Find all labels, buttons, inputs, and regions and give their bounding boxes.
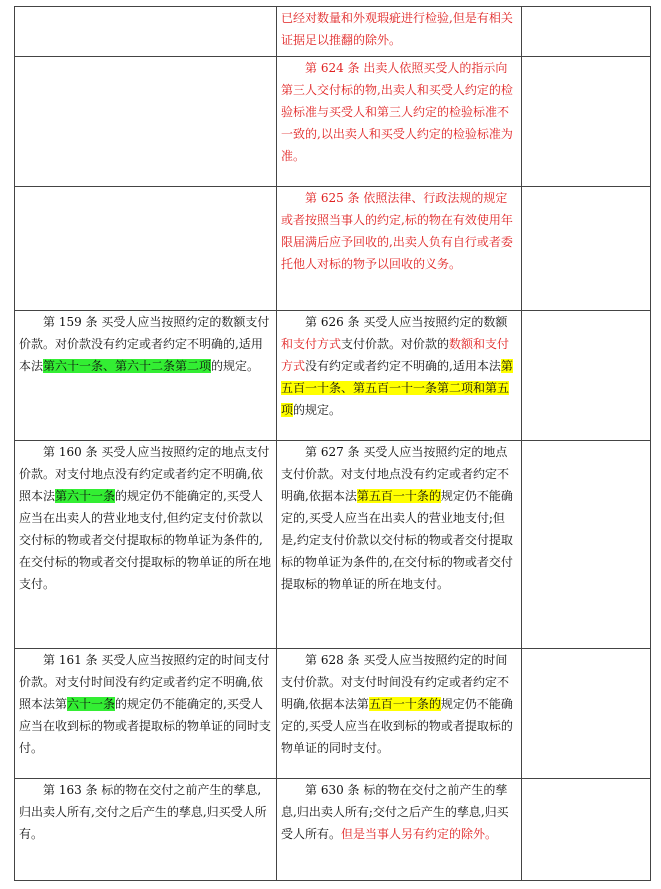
old-law-cell: [15, 57, 277, 187]
text-segment: 和支付方式: [281, 337, 342, 351]
text-segment: 第 627 条 买受人应当按照约定的地点支付价款。对支付地点没有约定或者约定不明确,依据本法: [281, 445, 510, 503]
old-law-cell: [15, 649, 277, 779]
text-segment: 第六十一条、第六十二条第二项: [43, 359, 212, 373]
text-segment: 第 624 条 出卖人依照买受人的指示向第三人交付标的物,出卖人和买受人约定的检验标准与买受人和第三人约定的检验标准不一致的,以出卖人和买受人约定的检验标准为准。: [281, 61, 513, 163]
new-law-cell: [277, 7, 522, 57]
old-law-cell: [15, 779, 277, 881]
text-segment: 但是当事人另有约定的除外。: [341, 827, 498, 841]
text-segment: 的规定仍不能确定的,买受人应当在出卖人的营业地支付,但约定支付价款以交付标的物或者交付提取标的物单证为条件的,在交付标的物或者交付提取标的物单证的所在地支付。: [19, 489, 272, 591]
article-paragraph: [19, 649, 272, 759]
old-law-cell: [15, 187, 277, 311]
text-segment: 支付价款。对价款的: [341, 337, 450, 351]
text-segment: 五百一十条的: [368, 697, 441, 711]
notes-cell: [522, 57, 651, 187]
text-segment: 第 159 条 买受人应当按照约定的数额支付价款。对价款没有约定或者约定不明确的,适用本法: [19, 315, 270, 373]
text-segment: 第 161 条 买受人应当按照约定的时间支付价款。对支付时间没有约定或者约定不明确,依照本法第: [19, 653, 270, 711]
notes-cell: [522, 649, 651, 779]
text-segment: 第 626 条 买受人应当按照约定的数额: [305, 315, 508, 329]
article-paragraph: [281, 649, 517, 759]
table-row: [15, 7, 651, 57]
notes-cell: [522, 441, 651, 649]
article-paragraph: [19, 779, 272, 845]
article-paragraph: [19, 441, 272, 595]
notes-cell: [522, 187, 651, 311]
text-segment: 规定仍不能确定的,买受人应当在出卖人的营业地支付;但是,约定支付价款以交付标的物或者交付提取标的物单证为条件的,在交付标的物或者交付提取标的物单证的所在地支付。: [281, 489, 513, 591]
text-segment: 的规定。: [211, 359, 260, 373]
text-segment: 第 630 条 标的物在交付之前产生的孳息,归出卖人所有;交付之后产生的孳息,归买受人所有。: [281, 783, 509, 841]
text-segment: 第五百一十条的: [356, 489, 441, 503]
notes-cell: [522, 779, 651, 881]
table-row: [15, 779, 651, 881]
article-paragraph: [281, 7, 517, 51]
text-segment: 第 163 条 标的物在交付之前产生的孳息,归出卖人所有,交付之后产生的孳息,归买受人所有。: [19, 783, 267, 841]
text-segment: 没有约定或者约定不明确的,适用本法: [305, 359, 501, 373]
text-segment: 的规定仍不能确定的,买受人应当在收到标的物或者提取标的物单证的同时支付。: [19, 697, 272, 755]
table-row: [15, 441, 651, 649]
comparison-table-body: [15, 7, 651, 881]
article-paragraph: [281, 779, 517, 845]
old-law-cell: [15, 311, 277, 441]
article-paragraph: [281, 57, 517, 167]
new-law-cell: [277, 187, 522, 311]
new-law-cell: [277, 649, 522, 779]
notes-cell: [522, 311, 651, 441]
text-segment: 第五百一十条、第五百一十一条第二项和第五项: [281, 359, 513, 417]
table-row: [15, 57, 651, 187]
article-paragraph: [19, 311, 272, 377]
table-row: [15, 187, 651, 311]
text-segment: 第 628 条 买受人应当按照约定的时间支付价款。对支付时间没有约定或者约定不明确,依据本法第: [281, 653, 510, 711]
text-segment: 数额和支付方式: [281, 337, 510, 373]
table-row: [15, 649, 651, 779]
table-row: [15, 311, 651, 441]
text-segment: 已经对数量和外观瑕疵进行检验,但是有相关证据足以推翻的除外。: [281, 11, 513, 47]
article-paragraph: [281, 187, 517, 275]
new-law-cell: [277, 779, 522, 881]
old-law-cell: [15, 441, 277, 649]
notes-cell: [522, 7, 651, 57]
text-segment: 第六十一条: [55, 489, 116, 503]
old-law-cell: [15, 7, 277, 57]
article-paragraph: [281, 441, 517, 595]
article-paragraph: [281, 311, 517, 421]
new-law-cell: [277, 57, 522, 187]
new-law-cell: [277, 441, 522, 649]
new-law-cell: [277, 311, 522, 441]
text-segment: 第 160 条 买受人应当按照约定的地点支付价款。对支付地点没有约定或者约定不明确,依照本法: [19, 445, 270, 503]
text-segment: 六十一条: [67, 697, 116, 711]
comparison-table: [14, 6, 651, 881]
text-segment: 的规定。: [293, 403, 342, 417]
text-segment: 第 625 条 依照法律、行政法规的规定或者按照当事人的约定,标的物在有效使用年限届满后应予回收的,出卖人负有自行或者委托他人对标的物予以回收的义务。: [281, 191, 513, 271]
text-segment: 规定仍不能确定的,买受人应当在收到标的物或者提取标的物单证的同时支付。: [281, 697, 513, 755]
